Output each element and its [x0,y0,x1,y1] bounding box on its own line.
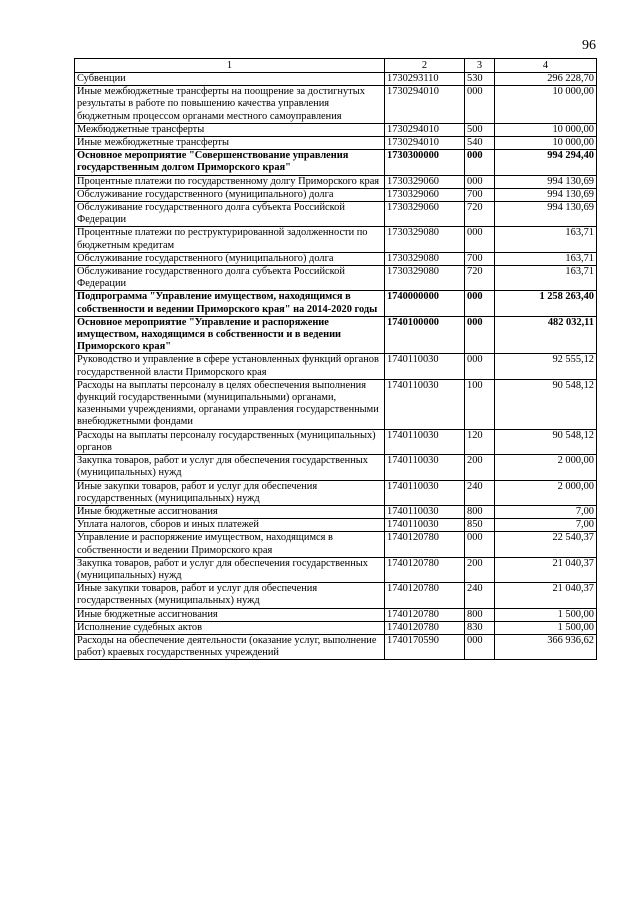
row-name-cell: Процентные платежи по реструктурированной задолженности по бюджетным кредитам [75,227,385,252]
row-name-cell: Межбюджетные трансферты [75,123,385,136]
table-row [75,480,597,505]
column-header-amount: 4 [495,59,597,73]
table-row [75,150,597,175]
table-row [75,557,597,582]
row-name-cell: Исполнение судебных актов [75,621,385,634]
row-code-cell: 1740000000 [385,291,465,316]
row-type-cell: 120 [465,429,495,454]
table-row [75,532,597,557]
row-amount-cell: 994 294,40 [495,150,597,175]
row-amount-cell: 296 228,70 [495,73,597,86]
row-type-cell: 100 [465,379,495,429]
row-code-cell: 1740120780 [385,557,465,582]
row-name-cell: Расходы на выплаты персоналу государственных (муниципальных) органов [75,429,385,454]
table-header-row [75,59,597,73]
row-code-cell: 1740110030 [385,455,465,480]
row-code-cell: 1730329080 [385,266,465,291]
row-code-cell: 1730293110 [385,73,465,86]
row-amount-cell: 994 130,69 [495,175,597,188]
row-name-cell: Управление и распоряжение имуществом, находящимся в собственности и ведении Приморского края [75,532,385,557]
row-name-cell: Иные межбюджетные трансферты [75,137,385,150]
row-type-cell: 000 [465,634,495,659]
row-amount-cell: 994 130,69 [495,202,597,227]
row-code-cell: 1730329060 [385,188,465,201]
table-row [75,505,597,518]
row-code-cell: 1740120780 [385,621,465,634]
row-code-cell: 1730329060 [385,202,465,227]
row-code-cell: 1740110030 [385,379,465,429]
column-header-name: 1 [75,59,385,73]
row-type-cell: 700 [465,252,495,265]
row-amount-cell: 1 258 263,40 [495,291,597,316]
row-code-cell: 1730294010 [385,86,465,124]
row-amount-cell: 2 000,00 [495,455,597,480]
row-type-cell: 240 [465,583,495,608]
row-type-cell: 720 [465,266,495,291]
row-type-cell: 000 [465,532,495,557]
table-row [75,634,597,659]
table-row [75,316,597,354]
row-amount-cell: 482 032,11 [495,316,597,354]
row-type-cell: 700 [465,188,495,201]
table-body [75,73,597,660]
table-row [75,137,597,150]
row-name-cell: Расходы на обеспечение деятельности (оказание услуг, выполнение работ) краевых государственных учреждений [75,634,385,659]
row-name-cell: Иные закупки товаров, работ и услуг для обеспечения государственных (муниципальных) нужд [75,480,385,505]
row-code-cell: 1740110030 [385,519,465,532]
row-type-cell: 000 [465,175,495,188]
row-name-cell: Основное мероприятие "Управление и распоряжение имуществом, находящимся в собственности и в ведении Приморского края" [75,316,385,354]
row-amount-cell: 366 936,62 [495,634,597,659]
table-row [75,73,597,86]
row-name-cell: Расходы на выплаты персоналу в целях обеспечения выполнения функций государственными (муниципальными) органами, казенными учреждениями, органами управления государственными внебюджетными фондами [75,379,385,429]
row-name-cell: Закупка товаров, работ и услуг для обеспечения государственных (муниципальных) нужд [75,557,385,582]
row-code-cell: 1740100000 [385,316,465,354]
row-amount-cell: 163,71 [495,252,597,265]
row-amount-cell: 10 000,00 [495,137,597,150]
row-code-cell: 1730329080 [385,252,465,265]
row-name-cell: Обслуживание государственного долга субъекта Российской Федерации [75,202,385,227]
row-type-cell: 000 [465,150,495,175]
row-name-cell: Обслуживание государственного долга субъекта Российской Федерации [75,266,385,291]
row-amount-cell: 21 040,37 [495,557,597,582]
row-name-cell: Процентные платежи по государственному долгу Приморского края [75,175,385,188]
row-amount-cell: 90 548,12 [495,429,597,454]
table-row [75,379,597,429]
row-type-cell: 000 [465,227,495,252]
row-amount-cell: 163,71 [495,266,597,291]
table-row [75,202,597,227]
table-row [75,583,597,608]
row-amount-cell: 92 555,12 [495,354,597,379]
row-code-cell: 1730294010 [385,137,465,150]
row-name-cell: Обслуживание государственного (муниципального) долга [75,188,385,201]
table-row [75,123,597,136]
row-name-cell: Основное мероприятие "Совершенствование управления государственным долгом Приморского края" [75,150,385,175]
row-amount-cell: 1 500,00 [495,608,597,621]
table-row [75,519,597,532]
row-type-cell: 000 [465,291,495,316]
row-name-cell: Иные бюджетные ассигнования [75,608,385,621]
row-code-cell: 1740120780 [385,608,465,621]
row-name-cell: Иные межбюджетные трансферты на поощрение за достигнутых результаты в работе по повышению качества управления бюджетным процессом органами местного самоуправления [75,86,385,124]
row-name-cell: Руководство и управление в сфере установленных функций органов государственной власти Приморского края [75,354,385,379]
row-type-cell: 800 [465,505,495,518]
row-type-cell: 200 [465,557,495,582]
column-header-code: 2 [385,59,465,73]
row-type-cell: 720 [465,202,495,227]
row-type-cell: 000 [465,354,495,379]
row-amount-cell: 7,00 [495,505,597,518]
row-amount-cell: 21 040,37 [495,583,597,608]
row-code-cell: 1740110030 [385,429,465,454]
table-row [75,608,597,621]
row-type-cell: 000 [465,86,495,124]
row-name-cell: Иные бюджетные ассигнования [75,505,385,518]
row-type-cell: 530 [465,73,495,86]
table-row [75,354,597,379]
row-amount-cell: 7,00 [495,519,597,532]
row-code-cell: 1740120780 [385,583,465,608]
table-row [75,621,597,634]
row-name-cell: Субвенции [75,73,385,86]
row-code-cell: 1730294010 [385,123,465,136]
page-number: 96 [582,38,596,53]
row-amount-cell: 10 000,00 [495,123,597,136]
row-code-cell: 1740110030 [385,505,465,518]
table-row [75,429,597,454]
row-amount-cell: 163,71 [495,227,597,252]
table-row [75,188,597,201]
row-amount-cell: 1 500,00 [495,621,597,634]
row-amount-cell: 10 000,00 [495,86,597,124]
table-row [75,455,597,480]
table-row [75,175,597,188]
row-code-cell: 1730300000 [385,150,465,175]
table-row [75,227,597,252]
row-type-cell: 200 [465,455,495,480]
row-amount-cell: 90 548,12 [495,379,597,429]
table-row [75,252,597,265]
row-amount-cell: 2 000,00 [495,480,597,505]
column-header-type: 3 [465,59,495,73]
row-code-cell: 1740170590 [385,634,465,659]
row-name-cell: Иные закупки товаров, работ и услуг для обеспечения государственных (муниципальных) нужд [75,583,385,608]
row-amount-cell: 22 540,37 [495,532,597,557]
row-type-cell: 850 [465,519,495,532]
row-name-cell: Уплата налогов, сборов и иных платежей [75,519,385,532]
row-type-cell: 240 [465,480,495,505]
table-row [75,86,597,124]
row-name-cell: Подпрограмма "Управление имуществом, находящимся в собственности и ведении Приморского края" на 2014-2020 годы [75,291,385,316]
row-type-cell: 540 [465,137,495,150]
row-type-cell: 500 [465,123,495,136]
budget-table [74,58,597,660]
row-code-cell: 1740110030 [385,480,465,505]
table-row [75,266,597,291]
table-row [75,291,597,316]
row-code-cell: 1740110030 [385,354,465,379]
row-type-cell: 800 [465,608,495,621]
row-code-cell: 1730329080 [385,227,465,252]
row-type-cell: 830 [465,621,495,634]
row-code-cell: 1730329060 [385,175,465,188]
row-name-cell: Закупка товаров, работ и услуг для обеспечения государственных (муниципальных) нужд [75,455,385,480]
row-amount-cell: 994 130,69 [495,188,597,201]
row-name-cell: Обслуживание государственного (муниципального) долга [75,252,385,265]
row-code-cell: 1740120780 [385,532,465,557]
row-type-cell: 000 [465,316,495,354]
